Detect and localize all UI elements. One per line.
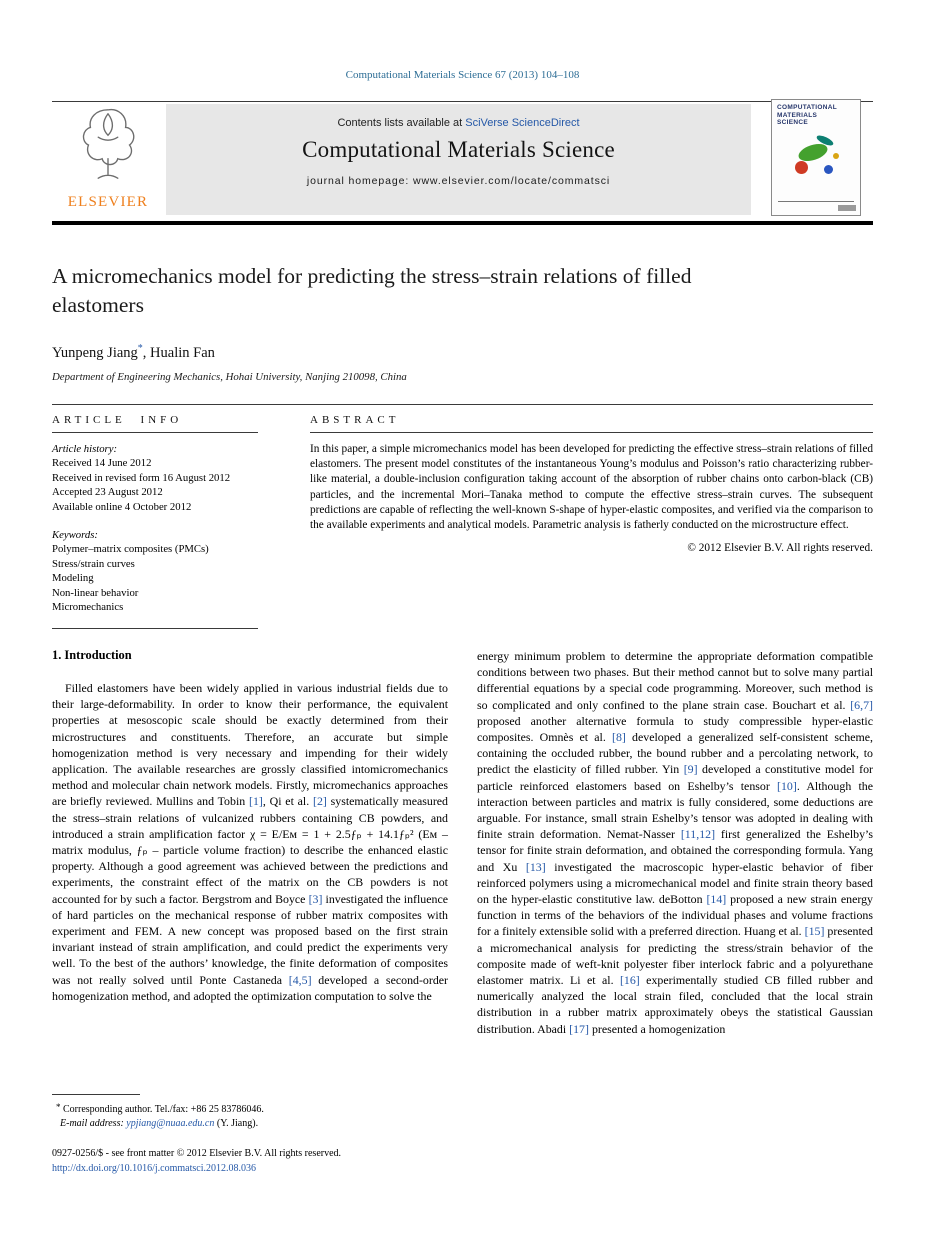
email-tail: (Y. Jiang).	[214, 1117, 259, 1129]
citation-ref[interactable]: [11,12]	[680, 827, 716, 842]
journal-header	[52, 102, 873, 221]
cover-title	[777, 104, 837, 127]
history-item: Received 14 June 2012	[52, 457, 152, 470]
body-column-left	[52, 648, 448, 1037]
citation-ref[interactable]: [13]	[525, 859, 546, 874]
history-item: Accepted 23 August 2012	[52, 486, 163, 499]
journal-citation-line[interactable]: Computational Materials Science 67 (2013) 104–108	[345, 69, 580, 81]
body-column-right	[477, 648, 873, 1037]
authors-line	[52, 343, 215, 362]
keyword-item: Modeling	[52, 572, 94, 585]
header-bottom-rule	[52, 221, 873, 225]
citation-ref[interactable]: [10]	[777, 778, 797, 793]
homepage-label: journal homepage:	[306, 175, 413, 187]
citation-ref[interactable]: [2]	[312, 794, 327, 809]
cover-art-shape	[795, 161, 808, 174]
citation-ref[interactable]: [8]	[612, 730, 626, 745]
citation-ref[interactable]: [16]	[619, 973, 640, 988]
page-footer	[52, 1147, 341, 1176]
abstract-column	[310, 414, 873, 629]
journal-title: Computational Materials Science	[302, 137, 615, 162]
citation-ref[interactable]: [15]	[804, 924, 825, 939]
journal-banner	[166, 104, 751, 215]
rights-line: 0927-0256/$ - see front matter © 2012 Elsevier B.V. All rights reserved.	[52, 1148, 342, 1159]
cover-title-line: COMPUTATIONAL	[777, 104, 837, 111]
footnote-text: Corresponding author. Tel./fax: +86 25 83786046.	[60, 1104, 264, 1115]
abstract-text: In this paper, a simple micromechanics model has been developed for predicting the effective stress–strain relations of filled elastomers. The present model constitutes of the instantaneous Young’s modulus and Poisson’s ratio characterizing rubber-like material, a double-inclusion configuration taking account of the absorption of rubber chains onto carbon-black (CB) particles, and the incremental Mori–Tanaka method to compute the effective stress–strain curves. The subsequent predictions are capable of reflecting the well-known S-shape of hyper-elastic composites, and verified via the comparison to the available experiments and analytical models. Parametric analysis is fatherly conducted on the microstructure effect.	[310, 443, 873, 532]
history-item: Received in revised form 16 August 2012	[52, 471, 231, 484]
journal-homepage-url[interactable]: www.elsevier.com/locate/commatsci	[412, 175, 611, 187]
footnote-rule	[52, 1094, 140, 1095]
author-name-1: Yunpeng Jiang	[52, 344, 138, 361]
email-label: E-mail address:	[60, 1117, 127, 1129]
article-body	[52, 648, 873, 1037]
citation-ref[interactable]: [6,7]	[850, 697, 873, 712]
corresponding-author-mark[interactable]: *	[137, 343, 143, 354]
journal-cover-thumbnail	[771, 99, 861, 216]
citation-ref[interactable]: [4,5]	[288, 972, 312, 987]
footnote-mark: *	[56, 1102, 61, 1112]
email-line	[52, 1117, 448, 1131]
keyword-item: Polymer–matrix composites (PMCs)	[52, 543, 209, 556]
keyword-item: Non-linear behavior	[52, 586, 139, 599]
article-info-heading: ARTICLE INFO	[52, 414, 258, 433]
citation-ref[interactable]: [9]	[683, 762, 698, 777]
keywords-label: Keywords:	[52, 529, 98, 542]
body-paragraph: Filled elastomers have been widely applied in various industrial fields due to their large-deformability. In order to know their performance, the equivalent properties at mesoscopic scale should be exactly determined from their microstructures and constituents. Therefore, an accurate but simple homogenization method is very necessary and impending for their widely application. The available researches are grossly classified intomicromechanics method and molecular chain network models. Firstly, micromechanics approaches are briefly reviewed. Mullins and Tobin [1], Qi et al. [2] systematically measured the stress–strain relations of vulcanized rubbers containing CB powders, and introduced a strain amplification factor χ = E/Eᴍ = 1 + 2.5ƒₚ + 14.1ƒₚ² (Eᴍ – matrix modulus, ƒₚ – particle volume fraction) to describe the enhanced elastic property. Although a good agreement was achieved between the predictions and experiments, the constraint effect of the matrix on the CB powders is not accounted for by such a factor. Bergstrom and Boyce [3] investigated the influence of hard particles on the mechanical response of rubber matrix composites with experiment and FEM. A new concept was proposed based on the first strain invariant instead of strain amplification, and could predict the experiments very well. To the best of the authors’ knowledge, the finite deformation of composites was not really solved until Ponte Castaneda [4,5] developed a second-order homogenization method, and adopted the optimization computation to solve the	[52, 681, 449, 1003]
copyright-line: © 2012 Elsevier B.V. All rights reserved.	[687, 542, 873, 555]
elsevier-tree-icon	[72, 104, 144, 188]
doi-link[interactable]: http://dx.doi.org/10.1016/j.commatsci.2012.08.036	[52, 1162, 256, 1174]
section-heading-introduction: 1. Introduction	[52, 648, 132, 662]
keyword-item: Stress/strain curves	[52, 557, 135, 570]
cover-art-shape	[824, 165, 833, 174]
sciverse-sciencedirect-link[interactable]: SciVerse ScienceDirect	[465, 117, 580, 129]
body-paragraph: energy minimum problem to determine the appropriate deformation compatible conditions between two phases. But their method cannot but to solve many partial differential equations by a special code programming. Moreover, such method is so complicated and only confined to the plane strain case. Bouchart et al. [6,7] proposed another alternative formula to study compressible hyper-elastic composites. Omnès et al. [8] developed a generalized self-consistent scheme, containing the occluded rubber, the bound rubber and a percolating network, to predict the elasticity of filled rubber. Yin [9] developed a constitutive model for particle reinforced elastomers based on Eshelby’s tensor [10]. Although the interaction between particles and matrix is fully considered, some deductions are arguable. For instance, small strain Eshelby’s tensor was adopted in dealing with finite strain deformation. Nemat-Nasser [11,12] first generalized the Eshelby’s tensor for finite strain deformation, and obtained the corresponding formula. Yang and Xu [13] investigated the macroscopic hyper-elastic behavior of fiber reinforced polymers using a micromechanical model and finite strain theory based on the hyper-elastic constitutive law. deBotton [14] proposed a new strain energy function in terms of the behaviors of the individual phases and volume fractions for a finitely extensible solid with a preferred direction. Huang et al. [15] presented a micromechanical analysis for predicting the stress/strain behavior of the composite made of weft-knit polyester fiber interlock fabric and a polyurethane elastomer matrix. Li et al. [16] experimentally studied CB filled rubber and numerically analyzed the local strain filed, concluded that the local strain distribution in a rubber matrix approximately obeys the statistical Gaussian distribution. Abadi [17] presented a homogenization	[477, 649, 874, 1036]
author-name-2: , Hualin Fan	[142, 344, 215, 361]
citation-ref[interactable]: [3]	[308, 891, 323, 906]
info-top-rule	[52, 404, 873, 405]
article-title: A micromechanics model for predicting the stress–strain relations of filled elastomers	[52, 264, 692, 317]
contents-prefix: Contents lists available at	[337, 117, 466, 129]
history-item: Available online 4 October 2012	[52, 500, 192, 513]
affiliation: Department of Engineering Mechanics, Hohai University, Nanjing 210098, China	[52, 371, 407, 383]
cover-title-line: MATERIALS	[777, 111, 818, 119]
cover-title-line: SCIENCE	[777, 119, 808, 126]
cover-barcode	[838, 205, 856, 211]
cover-art-shape	[833, 153, 839, 159]
elsevier-wordmark: ELSEVIER	[67, 194, 149, 210]
info-abstract-section	[52, 414, 873, 629]
footnote	[52, 1094, 448, 1131]
corresponding-author-note	[52, 1101, 448, 1117]
citation-ref[interactable]: [17]	[569, 1021, 589, 1036]
email-link[interactable]: ypjiang@nuaa.edu.cn	[126, 1117, 215, 1129]
elsevier-logo	[52, 104, 164, 211]
abstract-heading: ABSTRACT	[310, 414, 873, 433]
article-info-column	[52, 414, 258, 629]
article-info-content	[52, 433, 258, 629]
citation-ref[interactable]: [1]	[248, 794, 263, 809]
cover-divider	[778, 201, 854, 202]
citation-ref[interactable]: [14]	[706, 892, 727, 907]
contents-line	[166, 117, 751, 129]
history-label: Article history:	[52, 443, 118, 455]
keyword-item: Micromechanics	[52, 601, 124, 614]
journal-homepage-line	[166, 175, 751, 187]
